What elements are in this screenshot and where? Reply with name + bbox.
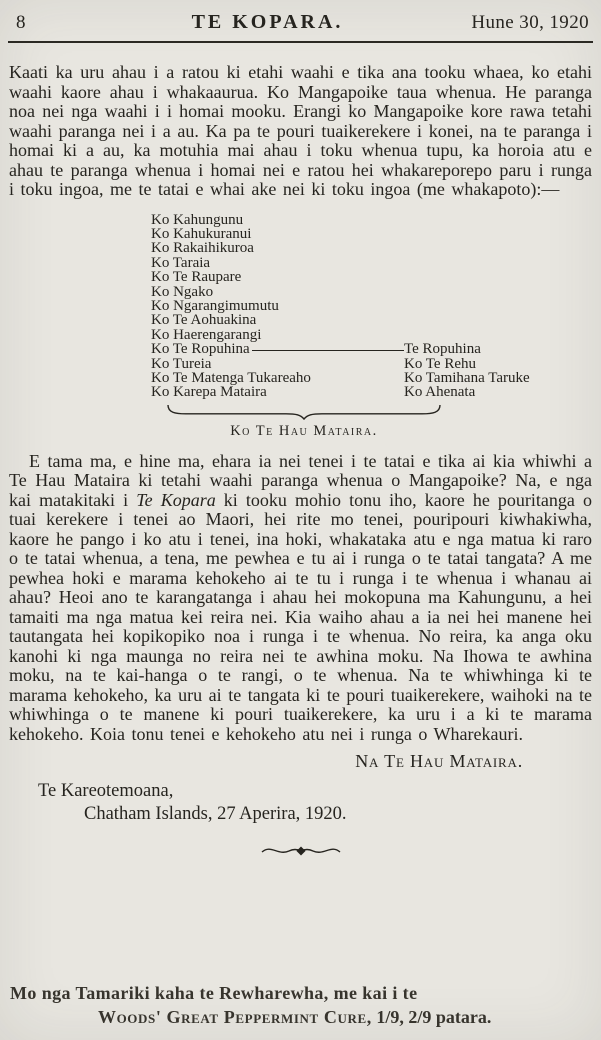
ad-price: 1/9, 2/9 patara. (371, 1007, 492, 1027)
genealogy-name: Ko Te Matenga Tukareaho (151, 369, 311, 386)
genealogy-list (151, 213, 601, 400)
genealogy-row (151, 299, 601, 313)
genealogy-name: Ko Karepa Mataira (151, 384, 267, 401)
issue-date: Hune 30, 1920 (471, 12, 589, 33)
genealogy-name: Ko Te Ropuhina (151, 341, 250, 358)
genealogy-row (151, 213, 601, 227)
genealogy-row (151, 371, 601, 385)
paragraph-2-text-after: ki tooku mohio tonu iho, kaore he pouritanga o tuai kerekere i tenei ao Maori, hei rite mo tenei, pouripouri kiwhakiwha, kaore he pango i ko atu i tenei, ina hoki, whakataka atu e nga matua ki raro o te tatai whenua, a tena, me pewhea e tu ai i runga o te tatai tangata? A me pewhea hoki e marama kehokeho ai te tu i runga i te whenua i whanau ai ahau? Heoi ano te karangatanga i ahau hei mokopuna ma Kahungunu, a hei tamaiti ma nga matua kei reira nei. Kia waiho ahau a ia nei hei manene hei tautangata hei kopikopiko noa i runga i te whenua. No reira, ka anga oku kanohi ki nga maunga no reira nei te awhina moku. Na Ihowa te awhina moku, na te kai-hanga o te rangi, o te whenua. Na te whiwhinga ki te marama kehokeho, ka uru ai te tangata ki te pouri tuaikerekere, waihoki na te whiwhinga o te manene ki pouri tuaikerekere, ka uru i a ki te marama kehokeho. Koia tonu tenei e kehokeho atu nei i runga o Wharekauri. (9, 489, 592, 744)
paragraph-1: Kaati ka uru ahau i a ratou ki etahi waahi e tika ana tooku whaea, ko etahi waahi kaore ahau i whakaaurua. Ko Mangapoike taua whenua. He paranga noa nei nga waahi i i homai mooku. Erangi ko Mangapoike kore rawa tetahi waahi paranga nei i a au. Ka pa te pouri tuaikerekere i konei, na te paranga i homai ki a au, ka motuhia mai ahau i toku whenua tupu, ka horoia atu e ahau te paranga whenua i homai nei e ratou hei whakareporepo paru i runga i toku ingoa, me te tatai e whai ake nei ki toku ingoa (me whakapoto):— (9, 62, 592, 199)
advertisement (0, 983, 601, 1040)
genealogy-name: Ko Te Raupare (151, 269, 242, 286)
genealogy-name-right: Ko Tamihana Taruke (404, 369, 530, 386)
page-number: 8 (16, 12, 26, 33)
genealogy-name: Ko Te Aohuakina (151, 312, 257, 329)
genealogy-row (151, 313, 601, 327)
genealogy-connector-line (252, 337, 404, 351)
address-line-1: Te Kareotemoana, (38, 781, 174, 802)
paragraph-2-text-before: E tama ma, e hine ma, ehara ia nei tenei i te tatai e tika ai kia whiwhi a Te Hau Mataira ki tetahi waahi paranga whenua o Mangapoike? Na, e nga kai matakitaki i (9, 450, 592, 510)
genealogy-name: Ko Ngarangimumutu (151, 297, 279, 314)
genealogy-name-right: Ko Ahenata (404, 384, 476, 401)
signature: Na Te Hau Mataira. (355, 751, 523, 772)
genealogy-row (151, 357, 601, 371)
genealogy-row (151, 285, 601, 299)
genealogy-name: Ko Ngako (151, 283, 214, 300)
ornament-divider-icon (259, 842, 343, 860)
header-rule (8, 41, 593, 43)
genealogy-row (151, 385, 601, 399)
genealogy-name: Ko Rakaihikuroa (151, 240, 254, 257)
genealogy-name: Ko Taraia (151, 254, 211, 271)
genealogy-name-right: Te Ropuhina (404, 341, 481, 358)
brace-caption: Ko Te Hau Mataira. (230, 422, 378, 439)
genealogy-union (166, 404, 442, 440)
genealogy-row (151, 342, 601, 356)
page-header (0, 0, 601, 41)
ad-line-2 (10, 1007, 591, 1028)
ad-line-1: Mo nga Tamariki kaha te Rewharewha, me kai i te (10, 983, 418, 1003)
genealogy-row (151, 241, 601, 255)
genealogy-row (151, 227, 601, 241)
genealogy-name: Ko Haerengarangi (151, 326, 262, 343)
genealogy-name: Ko Kahukuranui (151, 225, 252, 242)
curly-brace-icon (166, 404, 442, 420)
address-line-2: Chatham Islands, 27 Aperira, 1920. (84, 804, 347, 825)
masthead-title: TE KOPARA. (191, 11, 344, 33)
ad-product-name: Woods' Great Peppermint Cure, (98, 1007, 372, 1027)
paragraph-2 (0, 452, 601, 745)
genealogy-row (151, 270, 601, 284)
publication-name-italic: Te Kopara (136, 489, 216, 510)
genealogy-row (151, 256, 601, 270)
genealogy-name: Ko Kahungunu (151, 211, 244, 228)
genealogy-name: Ko Tureia (151, 355, 212, 372)
genealogy-name-right: Ko Te Rehu (404, 355, 476, 372)
